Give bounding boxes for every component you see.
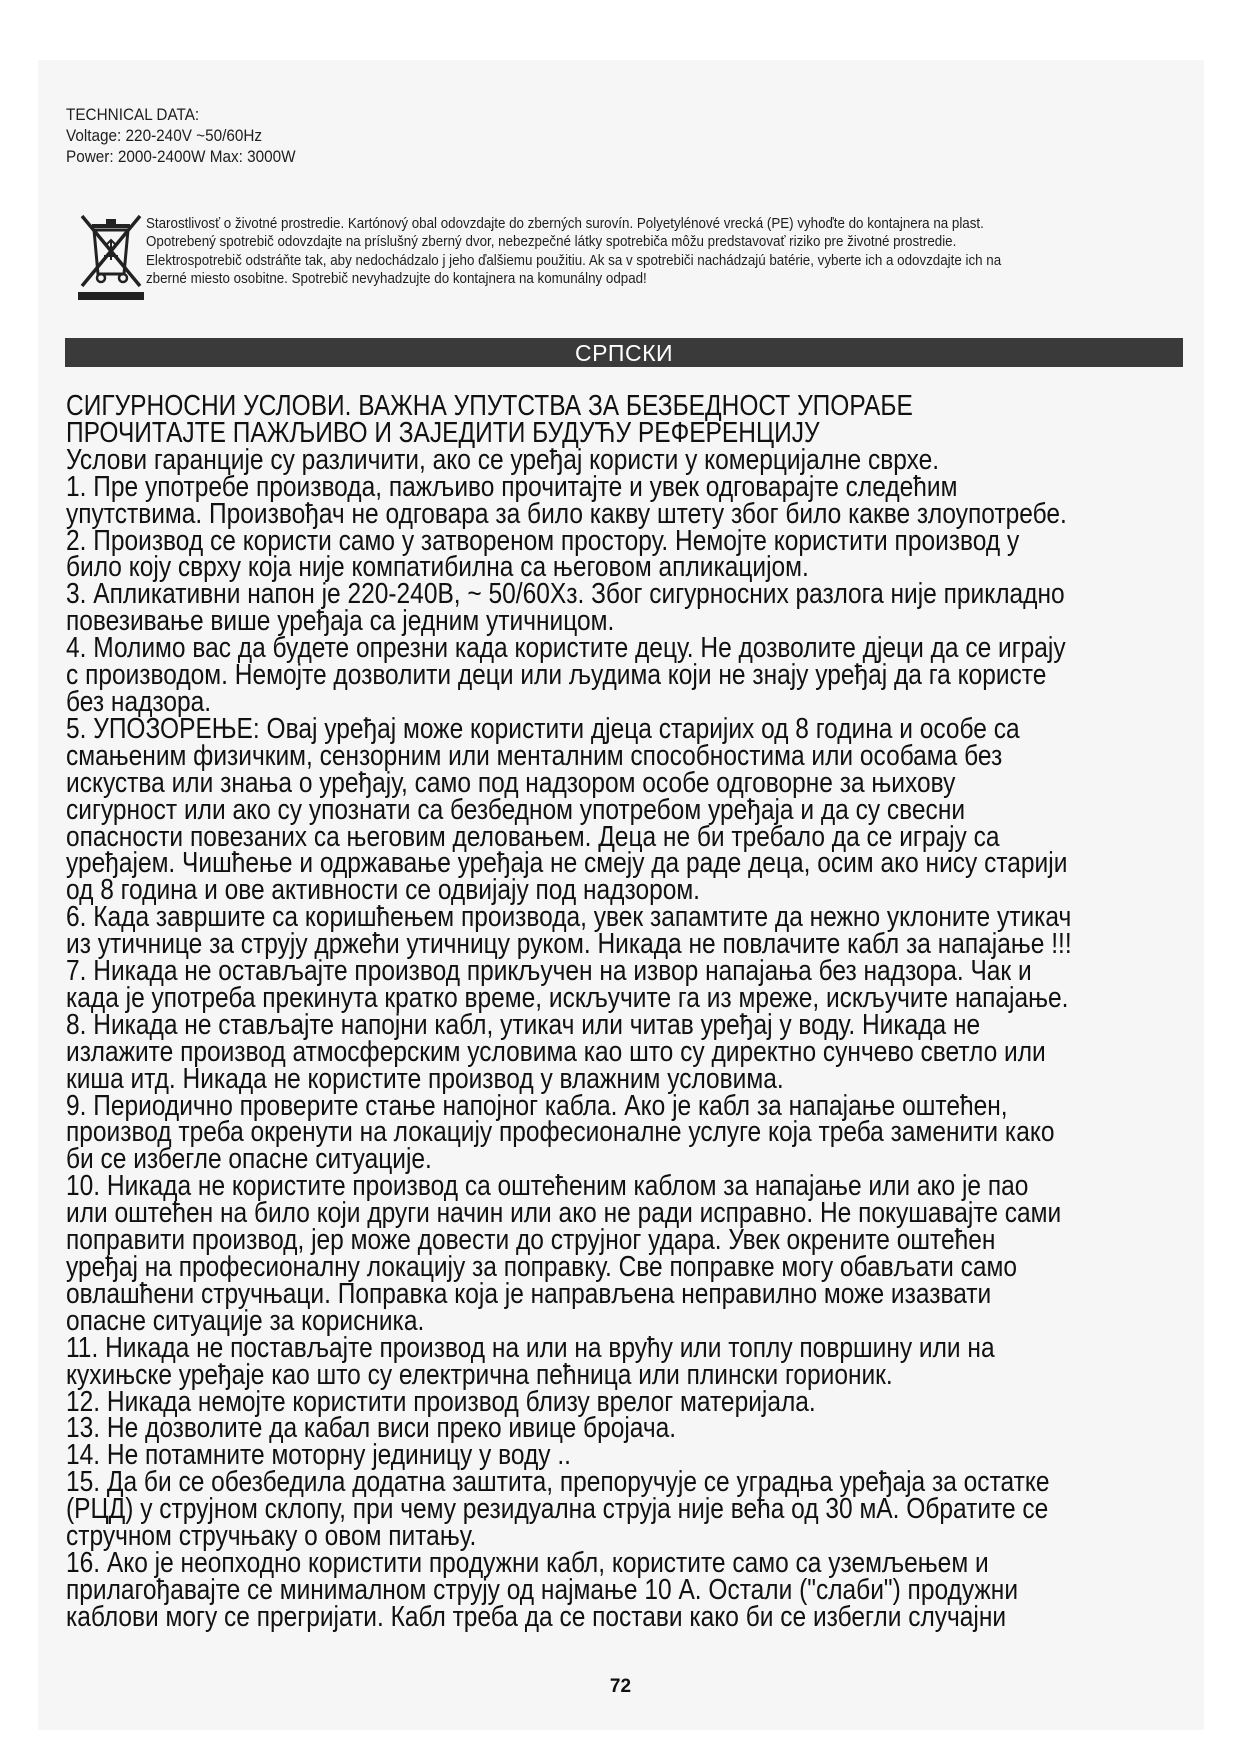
safety-line: упутствима. Произвођач не одговара за било какву штету због било какве злоупотребе.: [66, 497, 1067, 530]
safety-line: повезивање више уређаја са једним утичницом.: [66, 605, 615, 638]
safety-line: смањеним физичким, сензорним или менталним способностима или особама без: [66, 739, 1003, 772]
technical-data-power: Power: 2000-2400W Max: 3000W: [66, 147, 296, 166]
safety-line: 5. УПОЗОРЕЊЕ: Овај уређај може користити дјеца старијих од 8 година и особе са: [66, 712, 1020, 745]
safety-line: производ треба окренути на локацију професионалне услуге која треба заменити како: [66, 1116, 1055, 1149]
safety-line: 2. Производ се користи само у затвореном простору. Немојте користити производ у: [66, 524, 1020, 557]
safety-line: (РЦД) у струјном склопу, при чему резидуална струја није већа од 30 мА. Обратите се: [66, 1493, 1049, 1526]
safety-line: 14. Не потамните моторну јединицу у воду ..: [66, 1439, 571, 1472]
weee-line: Opotrebený spotrebič odovzdajte na príslušný zberný dvor, nebezpečné látky spotrebiča môžu predstavovať riziko pre životné prostredie.: [146, 233, 957, 251]
safety-line: 10. Никада не користите производ са оштећеним каблом за напајање или ако је пао: [66, 1170, 1029, 1203]
safety-line: 3. Апликативни напон је 220-240В, ~ 50/60Хз. Због сигурносних разлога није прикладно: [66, 578, 1065, 611]
safety-line: 16. Ако је неопходно користити продужни кабл, користите само са уземљењем и: [66, 1546, 989, 1579]
safety-instructions: [66, 390, 1072, 1633]
safety-line: од 8 година и ове активности се одвијају под надзором.: [66, 874, 700, 907]
weee-line: Starostlivosť o životné prostredie. Kartónový obal odovzdajte do zberných surovín. Polyetylénové vrecká (PE) vyhoďte do kontajnera na plast.: [146, 215, 984, 232]
safety-line: поправити производ, јер може довести до струјног удара. Увек окрените оштећен: [66, 1224, 996, 1257]
safety-line: уређајем. Чишћење и одржавање уређаја не смеју да раде деца, осим ако нису старији: [66, 847, 1068, 880]
safety-line: би се избегле опасне ситуације.: [66, 1143, 432, 1176]
safety-line: Услови гаранције су различити, ако се уређај користи у комерцијалне сврхе.: [66, 443, 940, 476]
safety-line: 6. Када завршите са коришћењем производа, увек запамтите да нежно уклоните утикач: [66, 901, 1072, 934]
safety-line: уређај на професионалну локацију за поправку. Све поправке могу обављати само: [66, 1251, 1018, 1283]
safety-line: 12. Никада немојте користити производ близу врелог материјала.: [66, 1385, 816, 1418]
safety-line: прилагођавајте се минималном струју од најмање 10 А. Остали ("слаби") продужни: [66, 1573, 1019, 1606]
safety-line: сигурност или ако су упознати са безбедном употребом уређаја и да су свесни: [66, 793, 966, 826]
page-number: 72: [609, 1676, 632, 1697]
safety-line: искуства или знања о уређају, само под надзором особе одговорне за њихову: [66, 766, 956, 799]
safety-line: кухињске уређаје као што су електрична пећница или плински горионик.: [66, 1358, 893, 1391]
technical-data: [66, 104, 296, 167]
safety-line: 11. Никада не постављајте производ на или на врућу или топлу површину или на: [66, 1331, 995, 1364]
safety-line: киша итд. Никада не користите производ у влажним условима.: [66, 1062, 784, 1095]
safety-line: или оштећен на било који други начин или ако не ради исправно. Не покушавајте сами: [66, 1197, 1062, 1230]
safety-line: опасности повезаних са његовим деловањем. Деца не би требало да се играју са: [66, 820, 1000, 853]
safety-line: из утичнице за струју држећи утичницу руком. Никада не повлачите кабл за напајање !!!: [66, 928, 1072, 961]
safety-line: 4. Молимо вас да будете опрезни када користите децу. Не дозволите дјеци да се играју: [66, 632, 1066, 665]
safety-line: без надзора.: [66, 685, 212, 718]
technical-data-heading: TECHNICAL DATA:: [66, 105, 200, 124]
crossed-out-wheelie-bin-icon: [74, 210, 148, 302]
safety-line: с производом. Немојте дозволити деци или људима који не знају уређај да га користе: [66, 659, 1047, 692]
safety-line: опасне ситуације за корисника.: [66, 1304, 425, 1337]
safety-line: 15. Да би се обезбедила додатна заштита, препоручује се уградња уређаја за остатке: [66, 1466, 1050, 1499]
language-header: СРПСКИ: [574, 340, 674, 366]
safety-line: 13. Не дозволите да кабал виси преко ивице бројача.: [66, 1412, 677, 1445]
weee-line: Elektrospotrebič odstráňte tak, aby nedochádzalo j jeho ďalšiemu použitiu. Ak sa v spotrebiči nachádzajú batérie, vyberte ich a odovzdajte ich na: [146, 251, 1002, 269]
safety-line: стручном стручњаку о овом питању.: [66, 1520, 477, 1553]
safety-line: овлашћени стручњаци. Поправка која је направљена неправилно може изазвати: [66, 1277, 992, 1310]
safety-line: 9. Периодично проверите стање напојног кабла. Ако је кабл за напајање оштећен,: [66, 1089, 1008, 1122]
technical-data-voltage: Voltage: 220-240V ~50/60Hz: [66, 126, 263, 145]
safety-line: било коју сврху која није компатибилна са његовом апликацијом.: [66, 551, 809, 584]
weee-line: zberné miesto osobitne. Spotrebič nevyhadzujte do kontajnera na komunálny odpad!: [146, 270, 647, 288]
safety-line: 1. Пре употребе производа, пажљиво прочитајте и увек одговарајте следећим: [66, 470, 958, 503]
weee-notice: [146, 215, 1001, 289]
safety-line: каблови могу се прегријати. Кабл треба да се постави како би се избегли случајни: [66, 1600, 1007, 1633]
language-header-bar: [65, 338, 1183, 367]
safety-line: 8. Никада не стављајте напојни кабл, утикач или читав уређај у воду. Никада не: [66, 1008, 981, 1041]
safety-line: ПРОЧИТАЈТЕ ПАЖЉИВО И ЗАЈЕДИТИ БУДУЋУ РЕФЕРЕНЦИЈУ: [66, 416, 820, 449]
safety-line: СИГУРНОСНИ УСЛОВИ. ВАЖНА УПУТСТВА ЗА БЕЗБЕДНОСТ УПОРАБЕ: [66, 390, 913, 422]
safety-line: излажите производ атмосферским условима као што су директно сунчево светло или: [66, 1035, 1046, 1068]
safety-line: 7. Никада не остављајте производ прикључен на извор напајања без надзора. Чак и: [66, 955, 1032, 988]
safety-line: када је употреба прекинута кратко време, искључите га из мреже, искључите напајање.: [66, 981, 1069, 1014]
